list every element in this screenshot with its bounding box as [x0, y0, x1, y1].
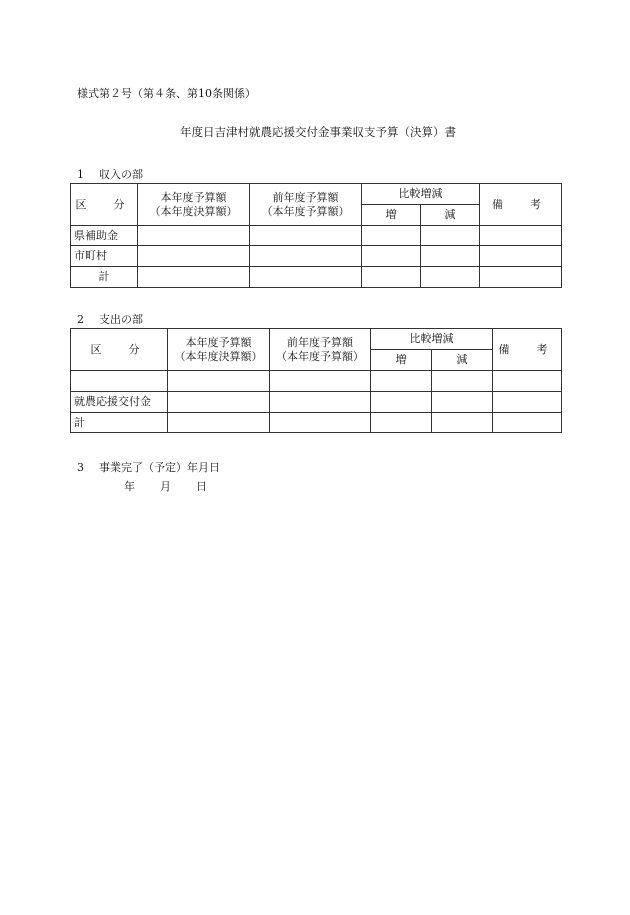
expenditure-header-decrease: 減 [432, 350, 493, 371]
table-cell [138, 246, 250, 267]
date-month-label: 月 [160, 480, 171, 493]
table-cell [362, 267, 421, 288]
table-cell [250, 267, 362, 288]
income-section-heading [77, 166, 143, 182]
income-section-number: 1 [77, 168, 84, 181]
expenditure-header-comparison: 比較増減 [371, 329, 493, 350]
date-day-label: 日 [196, 480, 207, 493]
table-cell [371, 392, 432, 413]
completion-section-heading [77, 459, 220, 475]
income-header-category: 区 分 [71, 184, 138, 226]
table-cell [168, 413, 270, 433]
table-cell [371, 371, 432, 392]
table-cell [138, 226, 250, 246]
completion-section-title: 事業完了（予定）年月日 [99, 461, 220, 474]
table-cell [250, 246, 362, 267]
income-header-previous: 前年度予算額 （本年度予算額） [250, 184, 362, 226]
expenditure-header-increase: 増 [371, 350, 432, 371]
completion-date-line [124, 478, 207, 494]
expenditure-section-number: 2 [77, 313, 84, 326]
table-cell [362, 226, 421, 246]
expenditure-header-previous: 前年度予算額 （本年度予算額） [270, 329, 371, 371]
income-header-current: 本年度予算額 （本年度決算額） [138, 184, 250, 226]
income-row-label: 計 [71, 267, 138, 288]
table-cell [432, 392, 493, 413]
table-cell [480, 226, 562, 246]
date-year-label: 年 [124, 480, 135, 493]
table-cell [421, 226, 480, 246]
expenditure-row-label: 就農応援交付金 [71, 392, 168, 413]
table-cell [168, 392, 270, 413]
table-cell [493, 371, 562, 392]
table-cell [138, 267, 250, 288]
table-cell [432, 371, 493, 392]
table-cell [432, 413, 493, 433]
document-title: 年度日吉津村就農応援交付金事業収支予算（決算）書 [180, 125, 456, 139]
income-header-remarks: 備 考 [480, 184, 562, 226]
expenditure-header-category: 区 分 [71, 329, 168, 371]
table-cell [371, 413, 432, 433]
expenditure-row-label [71, 371, 168, 392]
table-cell [421, 267, 480, 288]
income-section-title: 収入の部 [99, 168, 143, 181]
expenditure-section-heading [77, 311, 143, 327]
table-cell [270, 371, 371, 392]
income-row-label: 市町村 [71, 246, 138, 267]
table-cell [480, 267, 562, 288]
table-cell [421, 246, 480, 267]
table-cell [493, 413, 562, 433]
income-row-label: 県補助金 [71, 226, 138, 246]
table-cell [270, 413, 371, 433]
table-cell [270, 392, 371, 413]
table-cell [362, 246, 421, 267]
expenditure-header-remarks: 備 考 [493, 329, 562, 371]
income-table [70, 183, 562, 288]
expenditure-header-current: 本年度予算額 （本年度決算額） [168, 329, 270, 371]
expenditure-row-label: 計 [71, 413, 168, 433]
income-header-decrease: 減 [421, 205, 480, 226]
table-cell [168, 371, 270, 392]
table-cell [493, 392, 562, 413]
table-cell [250, 226, 362, 246]
income-header-increase: 増 [362, 205, 421, 226]
expenditure-table [70, 328, 562, 433]
form-number-label: 様式第２号（第４条、第10条関係） [77, 87, 256, 100]
expenditure-section-title: 支出の部 [99, 313, 143, 326]
table-cell [480, 246, 562, 267]
completion-section-number: 3 [77, 461, 84, 474]
income-header-comparison: 比較増減 [362, 184, 480, 205]
